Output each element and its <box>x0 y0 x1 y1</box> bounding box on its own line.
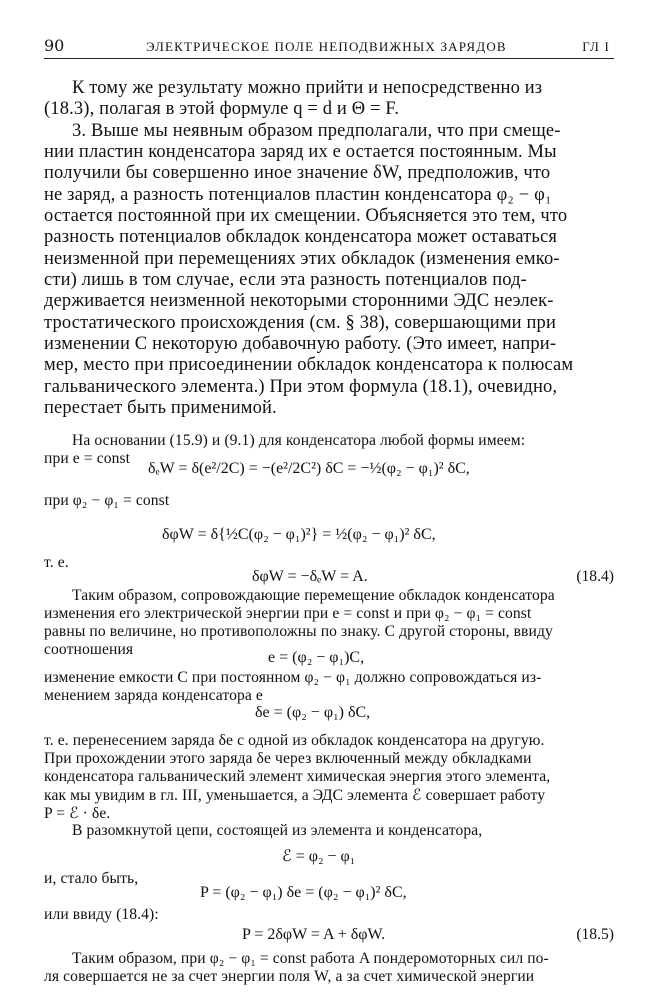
running-header <box>44 36 614 59</box>
equation-energy-potential: δφW = δ{½C(φ₂ − φ₁)²} = ½(φ₂ − φ₁)² δC, <box>162 526 436 543</box>
running-title: ЭЛЕКТРИЧЕСКОЕ ПОЛЕ НЕПОДВИЖНЫХ ЗАРЯДОВ <box>146 39 507 54</box>
text-line: при e = const <box>44 450 131 467</box>
text-line: как мы увидим в гл. III, уменьшается, а ЭДС элемента ℰ совершает работу <box>44 787 546 804</box>
page-number: 90 <box>44 36 65 55</box>
equation-charge-change: δe = (φ₂ − φ₁) δC, <box>255 704 371 721</box>
text-line: нии пластин конденсатора заряд их e остается постоянным. Мы <box>44 142 557 162</box>
text-line: перестает быть применимой. <box>44 398 277 418</box>
text-line: и, стало быть, <box>44 870 139 887</box>
text-line: держивается неизменной некоторыми сторонними ЭДС неэлек- <box>44 291 554 311</box>
text-line: Таким образом, сопровождающие перемещение обкладок конденсатора <box>72 587 555 604</box>
text-line: изменения его электрической энергии при e = const и при φ₂ − φ₁ = const <box>44 605 532 622</box>
equation-energy-charge: δₑW = δ(e²/2C) = −(e²/2C²) δC = −½(φ₂ − φ₁)² δC, <box>148 460 470 477</box>
equation-18-5: P = 2δφW = A + δφW. <box>242 926 386 943</box>
equation-work: P = (φ₂ − φ₁) δe = (φ₂ − φ₁)² δC, <box>200 884 407 901</box>
text-line: В разомкнутой цепи, состоящей из элемента и конденсатора, <box>72 822 483 839</box>
equation-number: (18.5) <box>576 926 614 943</box>
text-line: Таким образом, при φ₂ − φ₁ = const работа A пондеромоторных сил по- <box>72 950 549 967</box>
equation-number: (18.4) <box>576 568 614 585</box>
text-line: P = ℰ · δe. <box>44 805 111 822</box>
equation-emf: ℰ = φ₂ − φ₁ <box>282 848 356 865</box>
text-line: при φ₂ − φ₁ = const <box>44 492 170 509</box>
text-line: К тому же результату можно прийти и непосредственно из <box>72 78 543 98</box>
text-line: менением заряда конденсатора e <box>44 687 263 704</box>
text-line: мер, место при присоединении обкладок конденсатора к полюсам <box>44 355 574 375</box>
text-line: равны по величине, но противоположны по знаку. С другой стороны, ввиду <box>44 623 553 640</box>
text-line: т. е. перенесением заряда δe с одной из обкладок конденсатора на другую. <box>44 732 545 749</box>
equation-18-4: δφW = −δₑW = A. <box>252 568 368 585</box>
text-line: (18.3), полагая в этой формуле q = d и Θ = F. <box>44 99 400 119</box>
text-line: изменение емкости C при постоянном φ₂ − φ₁ должно сопровождаться из- <box>44 669 542 686</box>
text-line: 3. Выше мы неявным образом предполагали, что при смеще- <box>72 121 561 141</box>
text-line: изменении C некоторую добавочную работу. (Это имеет, напри- <box>44 334 557 354</box>
text-line: конденсатора гальванический элемент химическая энергия этого элемента, <box>44 768 551 785</box>
text-line: не заряд, а разность потенциалов пластин конденсатора φ₂ − φ₁ <box>44 185 552 205</box>
equation-charge: e = (φ₂ − φ₁)C, <box>268 649 365 666</box>
text-line: При прохождении этого заряда δe через включенный между обкладками <box>44 750 532 767</box>
text-line: т. е. <box>44 554 69 571</box>
chapter-label: ГЛ I <box>582 39 610 54</box>
text-line: или ввиду (18.4): <box>44 906 159 923</box>
text-line: сти) лишь в том случае, если эта разность потенциалов под- <box>44 270 527 290</box>
text-line: остается постоянной при их смещении. Объясняется это тем, что <box>44 206 568 226</box>
text-line: разность потенциалов обкладок конденсатора может оставаться <box>44 227 558 247</box>
text-line: тростатического происхождения (см. § 38), совершающими при <box>44 313 557 333</box>
text-line: получили бы совершенно иное значение δW, предположив, что <box>44 163 551 183</box>
text-line: ля совершается не за счет энергии поля W, а за счет химической энергии <box>44 968 535 985</box>
text-line: соотношения <box>44 641 134 658</box>
text-line: гальванического элемента.) При этом формула (18.1), очевидно, <box>44 377 558 397</box>
text-line: неизменной при перемещениях этих обкладок (изменения емко- <box>44 249 560 269</box>
text-line: На основании (15.9) и (9.1) для конденсатора любой формы имеем: <box>72 432 526 449</box>
